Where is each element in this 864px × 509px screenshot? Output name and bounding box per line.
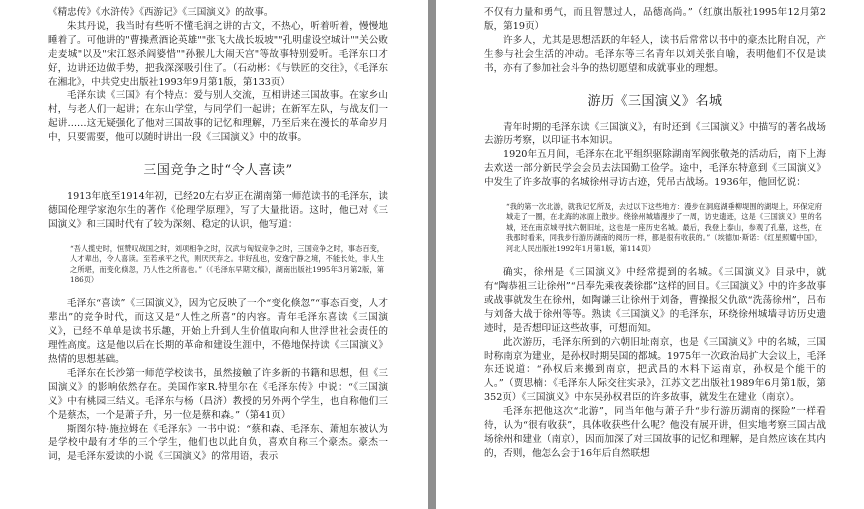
paragraph: 许多人，尤其是思想活跃的年轻人，读书后常常以书中的豪杰比附自况，产生参与社会生活的冲动。毛泽东等三名青年以刘关张自喻，表明他们不仅是读书，亦有了参加社会斗争的热切愿望和成就事业的理想。 <box>484 34 826 74</box>
paragraph: 1920年五月间，毛泽东在北平组织驱除湖南军阀张敬尧的活动后，南下上海去欢送一部分新民学会会员去法国勤工俭学。途中，毛泽东特意到《三国演义》中发生了许多故事的名城徐州寻访古迹，凭吊古战场。1936年，他回忆说： <box>484 149 826 189</box>
paragraph: 青年时期的毛泽东读《三国演义》，有时还到《三国演义》中描写的著名战场去游历考察，以印证书本知识。 <box>484 121 826 147</box>
section-heading: 游历《三国演义》名城 <box>587 93 723 109</box>
paragraph: 毛泽东在长沙第一师范学校读书，虽然接触了许多新的书籍和思想，但《三国演义》的影响依然存在。美国作家R.特里尔在《毛泽东传》中说：“《三国演义》中有桃园三结义。毛泽东与杨（昌济）教授的另外两个学生，也自称他们三个是蔡杰，一个是萧子升，另一位是蔡和森。”（第41页） <box>48 367 388 421</box>
block-quote: “吾人揽史时，恒赞叹战国之时，刘项相争之时，汉武与匈奴竞争之时，三国竞争之时，事态百变，人才辈出，令人喜读。至若承平之代，则厌厌弃之。非好乱也，安逸宁静之境，不能长处，非人生之所堪，而变化倏忽，乃人性之所喜也。”（《毛泽东早期文稿》，湖南出版社1995年3月第2版，第186页） <box>70 243 384 284</box>
paragraph: 不仅有力量和勇气，而且智慧过人，品德高尚。”（红旗出版社1995年12月第2版，第19页） <box>484 7 826 32</box>
paragraph: 朱其丹说，我当时有些听不懂毛润之讲的古文，不热心，听着听着，慢慢地睡着了。可他讲的"曹操煮酒论英雄""张飞大战长坂坡""孔明虚设空城计""关公败走麦城"以及"宋江怒杀阎婆惜""孙猴儿大闹天宫"等故事特别爱听。毛泽东口才好，边讲还边做手势，把我深深吸引住了。（石动彬：《与铁匠的交往》，《毛泽东在湘北》，中共党史出版社1993年9月第1版，第133页） <box>48 20 388 88</box>
block-quote: “我的第一次北游，就我记忆所及，去过以下这些地方：漫步在洞庭湖垂柳堤围的湖堤上，环保定府城走了一圈，在北海的冰面上散步。绕徐州城墙漫步了一周，访史遗迹，这是《三国演义》里的名城，还在南京城寻找六朝旧址，这也是一座历史名城。最后，我登上泰山，参观了孔墓，这些，在我那时看来，同我步行游历湖南的阅历一样，都是很有收获的。”（埃德加·斯诺：《红星照耀中国》，河北人民出版社1992年1月第1版，第114页） <box>506 202 822 253</box>
paragraph: 此次游历，毛泽东所到的六朝旧址南京，也是《三国演义》中的名城，三国时称南京为建业，是孙权时期吴国的都城。1975年一次政治局扩大会议上，毛泽东还说道：“孙权后来搬到南京，把武昌的木料下运南京，孙权是个能干的人。”（贾思楠：《毛泽东人际交往实录》，江苏文艺出版社1989年6月第1版，第352页）《三国演义》中东吴孙权君臣的许多故事，就发生在建业（南京）。 <box>484 336 826 404</box>
paragraph: 毛泽东把他这次“北游”，同当年他与萧子升“步行游历湖南的探险”一样看待，认为“很有收获”，具体收获些什么呢？他没有展开讲，但实地考察三国古战场徐州和建业（南京），因而加深了对三国故事的记忆和理解，是自然应该在其内的，否则，他怎么会于16年后自然联想 <box>484 406 826 459</box>
paragraph: 1913年底至1914年初，已经20左右岁正在湖南第一师范读书的毛泽东，读德国伦理学家泡尔生的著作《伦理学原理》，写了大量批语。这时，他已对《三国演义》和三国时代有了较为深刻、稳定的认识，他写道： <box>48 191 388 230</box>
paragraph: 确实，徐州是《三国演义》中经常提到的名城。《三国演义》目录中，就有“陶恭祖三让徐州”“吕奉先乘夜袭徐郡”这样的回目。《三国演义》中的许多故事或战事就发生在徐州，如陶谦三让徐州于刘备，曹操报父仇欲“洗荡徐州”，吕布与刘备大战于徐州等等。熟读《三国演义》的毛泽东，环绕徐州城墙寻访历史遗迹时，是否想印证这些故事，可想而知。 <box>484 267 826 334</box>
paragraph: 斯图尔特·施拉姆在《毛泽东》一书中说：“蔡和森、毛泽东、萧旭东被认为是学校中最有才华的三个学生，他们也以此自负，喜欢自称三个豪杰。豪杰一词，是毛泽东爱读的小说《三国演义》的常用语，表示 <box>48 423 388 463</box>
left-page <box>0 0 428 509</box>
paragraph: 毛泽东读《三国》有个特点：爱与别人交流，互相讲述三国故事。在家乡山村，与老人们一起讲；在东山学堂，与同学们一起讲；在新军左队，与战友们一起讲……这无疑强化了他对三国故事的记忆和理解，乃至后来在漫长的革命岁月中，只要需要，他可以随时讲出一段《三国演义》中的故事。 <box>48 90 388 144</box>
section-heading: 三国竞争之时“令人喜读” <box>143 163 293 179</box>
right-page <box>436 0 864 509</box>
page-divider <box>428 0 436 509</box>
paragraph: 毛泽东“喜读”《三国演义》，因为它反映了一个“变化倏忽”“事态百变，人才辈出”的竞争时代，而这又是“人性之所喜”的内容。青年毛泽东喜读《三国演义》，已经不单单是读书乐趣，开始上升到人生价值取向和人世浮世社会责任的理性高度。这是他以后在长期的革命和建设生涯中，不倦地保持读《三国演义》热情的思想基础。 <box>48 298 388 366</box>
paragraph: 《精忠传》《水浒传》《西游记》《三国演义》的故事。 <box>48 7 274 18</box>
